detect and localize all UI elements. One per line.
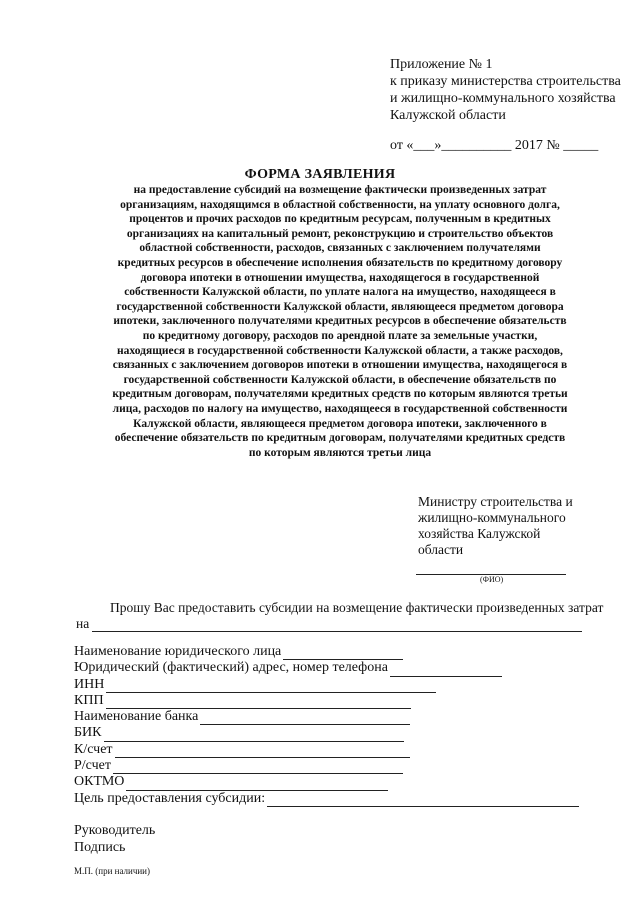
addressee-line-4: области [418,542,464,557]
field-label-settlement-account: Р/счет [74,758,111,774]
subtitle-line: на предоставление субсидий на возмещение фактически произведенных затрат [133,184,547,196]
subtitle-line: организациях на капитальный ремонт, реконструкцию и строительство объектов [126,227,554,240]
field-input-org-name[interactable] [283,647,403,660]
field-input-kpp[interactable] [106,696,411,709]
subtitle-line: обеспечение обязательств по кредитным договорам, получателями кредитных средств [114,432,566,445]
field-row-address-phone [74,660,579,676]
field-label-kpp: КПП [74,692,104,708]
field-row-bank-name [74,709,579,725]
field-label-inn: ИНН [74,676,105,692]
field-label-bik: БИК [74,725,102,741]
form-subtitle [70,183,610,460]
request-paragraph [76,600,604,632]
subtitle-line: государственной собственности Калужской области, в обеспечение обязательств по [123,373,557,386]
subtitle-line: по кредитному договору, расходов по арендной плате за земельные участки, [142,329,538,342]
field-input-inn[interactable] [106,680,436,693]
field-input-oktmo[interactable] [126,778,388,791]
field-row-bik [74,725,579,741]
request-text: Прошу Вас предоставить субсидии на возмещение фактически произведенных затрат [110,600,604,615]
subtitle-line: государственной собственности Калужской области, являющееся предметом договора [116,300,564,313]
field-row-kpp [74,693,579,709]
addressee-block [418,494,573,558]
signature-head-label: Руководитель [74,823,156,838]
subtitle-line: лица, расходов по налогу на имущество, находящееся в государственной собственности [112,402,568,415]
subtitle-line: находящиеся в государственной собственности Калужской области, а также расходов, [117,344,563,357]
field-input-address-phone[interactable] [390,664,502,677]
subtitle-line: собственности Калужской области, по уплате налога на имущество, находящееся в [124,286,556,299]
field-input-corr-account[interactable] [115,745,410,758]
stamp-note: М.П. (при наличии) [74,866,150,876]
field-input-bank-name[interactable] [200,712,410,725]
appendix-number: Приложение № 1 [390,57,493,72]
appendix-region-line: Калужской области [390,108,506,123]
subtitle-line: договора ипотеки в отношении имущества, находящегося в государственной [140,271,540,284]
appendix-ministry-line: и жилищно-коммунального хозяйства [390,91,616,106]
signature-block [74,822,155,856]
request-target-row [76,616,596,632]
field-label-subsidy-purpose: Цель предоставления субсидии: [74,790,266,806]
subtitle-line: по которым являются третьи лица [248,446,432,459]
field-row-corr-account [74,742,579,758]
field-label-oktmo: ОКТМО [74,774,125,790]
field-label-corr-account: К/счет [74,741,113,757]
form-title: ФОРМА ЗАЯВЛЕНИЯ [244,167,396,182]
field-row-subsidy-purpose [74,791,579,807]
addressee-line-2: жилищно-коммунального [418,510,566,525]
fio-label: (ФИО) [480,575,504,584]
addressee-line-3: хозяйства Калужской [418,526,541,541]
signature-sign-label: Подпись [74,840,126,855]
field-row-oktmo [74,774,579,790]
addressee-line-1: Министру строительства и [418,494,573,509]
field-input-subsidy-purpose[interactable] [267,794,579,807]
field-label-address-phone: Юридический (фактический) адрес, номер телефона [74,660,388,676]
field-row-settlement-account [74,758,579,774]
appendix-order-line: к приказу министерства строительства [390,74,621,89]
subtitle-line: кредитным договорам, получателями кредитных средств по которым являются третьи [112,388,568,401]
subtitle-line: процентов и прочих расходов по кредитным ресурсам, полученным в кредитных [129,213,551,226]
subtitle-line: областной собственности, расходов, связанных с заключением получателями [139,242,541,255]
field-row-org-name [74,644,579,660]
field-label-bank-name: Наименование банка [74,709,199,725]
field-label-org-name: Наименование юридического лица [74,644,282,659]
subtitle-line: организациям, находящимся в областной собственности, на уплату основного долга, [120,198,560,211]
appendix-header [390,56,621,124]
subtitle-line: Калужской области, являющееся предметом договора ипотеки, заключенного в [133,417,547,430]
request-target-field[interactable] [92,618,582,632]
subtitle-line: кредитных ресурсов в обеспечение исполнения обязательств по кредитному договору [117,256,563,269]
subtitle-line: связанных с заключением договоров ипотеки в отношении имущества, находящегося в [112,359,568,372]
field-input-bik[interactable] [104,729,404,742]
subtitle-line: ипотеки, заключенного получателями кредитных ресурсов в обеспечение обязательств [113,315,567,328]
request-target-prefix: на [76,616,90,631]
applicant-fields [74,644,579,807]
field-input-settlement-account[interactable] [113,761,403,774]
order-date-number: от «___»__________ 2017 № _____ [390,138,599,153]
field-row-inn [74,677,579,693]
